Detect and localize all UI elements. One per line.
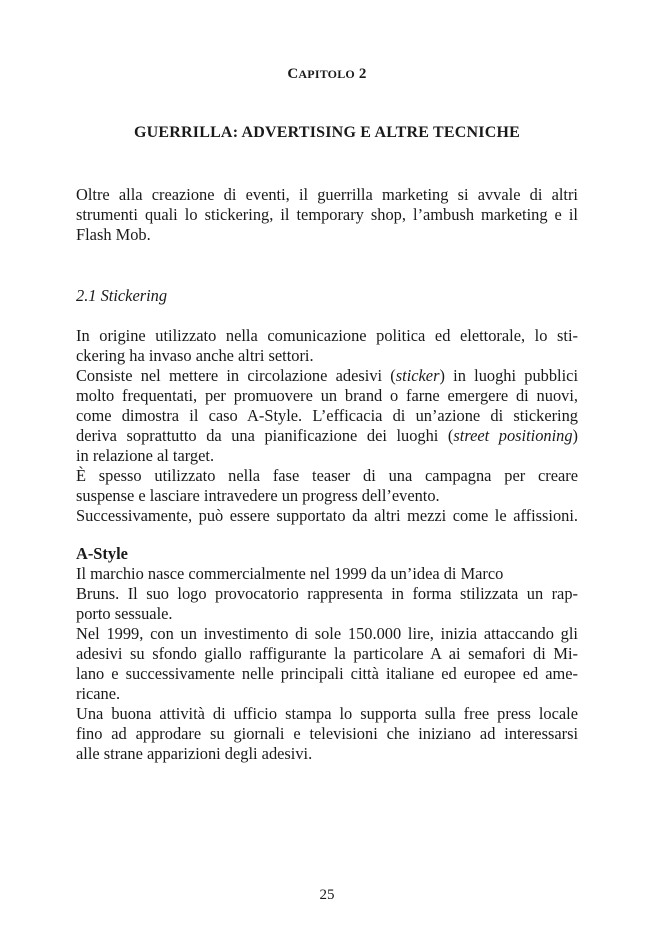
astyle-heading: A-Style [76, 544, 128, 563]
chapter-title: GUERRILLA: ADVERTISING E ALTRE TECNICHE [133, 124, 520, 141]
paragraph-line: È spesso utilizzato nella fase teaser di una campagna per creare [76, 466, 578, 485]
paragraph-line: porto sessuale. [76, 604, 173, 623]
paragraph-line: Il marchio nasce commercialmente nel 1999 da un’idea di Marco [76, 564, 504, 583]
text-run: Consiste nel mettere in circolazione adesivi ( [76, 366, 396, 385]
paragraph-line [76, 366, 578, 386]
intro-line: Flash Mob. [76, 225, 151, 244]
paragraph-line: lano e successivamente nelle principali città italiane ed europee ed ame- [76, 664, 578, 683]
astyle-paragraph-1 [76, 564, 578, 624]
intro-paragraph [76, 185, 578, 245]
stickering-paragraph-3 [76, 466, 578, 506]
text-run: ) in luoghi pubblici [439, 366, 578, 385]
italic-term-sticker: sticker [395, 366, 440, 385]
paragraph-line: suspense e lasciare intravedere un progress dell’evento. [76, 486, 440, 505]
chapter-label [76, 66, 578, 83]
chapter-word-rest: APITOLO [298, 67, 355, 81]
paragraph-line: Una buona attività di ufficio stampa lo supporta sulla free press locale [76, 704, 578, 723]
text-run: ) [572, 426, 578, 445]
paragraph-line: Bruns. Il suo logo provocatorio rappresenta in forma stilizzata un rap- [76, 584, 578, 603]
text-run: deriva soprattutto da una pianificazione dei luoghi ( [76, 426, 454, 445]
stickering-paragraph-4 [76, 506, 578, 526]
astyle-paragraph-2 [76, 624, 578, 704]
paragraph-line: Successivamente, può essere supportato da altri mezzi come le affissioni. [76, 506, 578, 525]
paragraph-line: molto frequentati, per promuovere un brand o farne emergere di nuovi, [76, 386, 578, 405]
paragraph-line: come dimostra il caso A-Style. L’efficacia di un’azione di stickering [76, 406, 578, 425]
paragraph-line: Nel 1999, con un investimento di sole 150.000 lire, inizia attaccando gli [76, 624, 578, 643]
chapter-first-letter: C [287, 66, 299, 82]
paragraph-line: in relazione al target. [76, 446, 215, 465]
paragraph-line: ckering ha invaso anche altri settori. [76, 346, 314, 365]
astyle-paragraph-3 [76, 704, 578, 764]
chapter-number: 2 [358, 66, 367, 82]
paragraph-line: fino ad approdare su giornali e televisioni che iniziano ad interessarsi [76, 724, 578, 743]
paragraph-line: In origine utilizzato nella comunicazione politica ed elettorale, lo sti- [76, 326, 578, 345]
paragraph-line: adesivi su sfondo giallo raffigurante la particolare A ai semafori di Mi- [76, 644, 578, 663]
stickering-paragraph-1 [76, 326, 578, 366]
paragraph-line: ricane. [76, 684, 121, 703]
section-heading: 2.1 Stickering [76, 286, 168, 305]
stickering-paragraph-2 [76, 366, 578, 466]
italic-term-street-positioning: street positioning [453, 426, 573, 445]
intro-line: strumenti quali lo stickering, il temporary shop, l’ambush marketing e il [76, 205, 578, 224]
intro-line: Oltre alla creazione di eventi, il guerrilla marketing si avvale di altri [76, 185, 578, 204]
paragraph-line [76, 426, 578, 446]
page-number: 25 [319, 887, 335, 903]
paragraph-line: alle strane apparizioni degli adesivi. [76, 744, 313, 763]
